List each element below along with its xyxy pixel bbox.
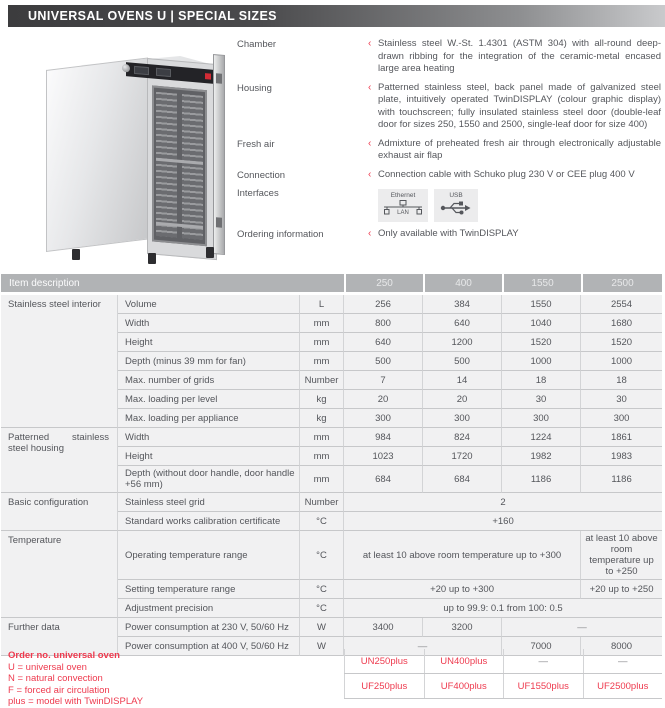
table-value-cell: 640 [423, 314, 502, 333]
spec-text: Patterned stainless steel, back panel made of galvanized steel plate, intuitively operated TwinDISPLAY (colour graphic display) with touchscreen; fully insulated stainless steel door (double-leaf door for sizes 250, 1550 and 2500, single-leaf door for size 400) [378, 81, 661, 130]
oven-front-face [147, 58, 217, 260]
spec-label: Chamber [237, 39, 277, 50]
column-header-250: 250 [344, 274, 423, 295]
oven-interior [152, 85, 207, 246]
bullet-icon: ‹ [368, 168, 372, 180]
table-unit-cell: L [299, 295, 344, 314]
table-value-cell: 1720 [423, 447, 502, 466]
table-parameter-cell: Standard works calibration certificate [118, 512, 299, 531]
table-value-cell: — [502, 618, 662, 637]
oven-open-door [213, 54, 225, 255]
order-number-cell: UF2500plus [583, 674, 663, 698]
table-value-cell: 2 [344, 493, 662, 512]
table-row [1, 493, 662, 512]
table-parameter-cell: Max. loading per level [118, 390, 299, 409]
table-value-cell: 2554 [581, 295, 662, 314]
oven-display-right [156, 68, 171, 77]
svg-text:LAN: LAN [397, 210, 409, 216]
table-value-cell: 30 [502, 390, 581, 409]
table-value-cell: 1186 [581, 466, 662, 493]
order-number-cell: — [503, 649, 583, 673]
product-photo [30, 42, 226, 264]
spec-table [1, 274, 662, 656]
table-value-cell: 684 [344, 466, 423, 493]
order-legend-line: F = forced air circulation [8, 684, 110, 696]
table-unit-cell: Number [299, 371, 344, 390]
bullet-icon: ‹ [368, 38, 372, 49]
table-row [1, 295, 662, 314]
table-value-cell: 684 [423, 466, 502, 493]
table-value-cell: +20 up to +300 [344, 580, 581, 599]
order-legend-line: N = natural convection [8, 673, 103, 684]
spec-ordering-information [237, 228, 661, 241]
table-value-cell: 18 [502, 371, 581, 390]
table-category-cell: Stainless steel interior [1, 295, 118, 428]
table-value-cell: 3200 [423, 618, 502, 637]
table-unit-cell: mm [299, 352, 344, 371]
table-value-cell: 300 [581, 409, 662, 428]
column-header-2500: 2500 [581, 274, 662, 295]
order-number-cell: UF400plus [424, 674, 504, 698]
table-unit-cell: kg [299, 390, 344, 409]
table-value-cell: 300 [423, 409, 502, 428]
table-unit-cell: mm [299, 428, 344, 447]
usb-glyph [439, 200, 473, 215]
table-parameter-cell: Volume [118, 295, 299, 314]
table-parameter-cell: Power consumption at 230 V, 50/60 Hz [118, 618, 299, 637]
spec-label: Housing [237, 82, 272, 94]
table-value-cell: 1550 [502, 295, 581, 314]
table-value-cell: 1520 [581, 333, 662, 352]
spec-list [237, 38, 661, 247]
table-parameter-cell: Operating temperature range [118, 531, 299, 580]
spec-label: Fresh air [237, 138, 275, 150]
table-parameter-cell: Max. number of grids [118, 371, 299, 390]
bullet-icon: ‹ [368, 228, 372, 239]
table-value-cell: 1520 [502, 333, 581, 352]
oven-foot [206, 247, 214, 258]
column-header-1550: 1550 [502, 274, 581, 295]
bullet-icon: ‹ [368, 137, 372, 149]
oven-interior-ribs-left [156, 92, 177, 238]
table-category-cell: Further data [1, 618, 118, 656]
table-category-cell: Temperature [1, 531, 118, 618]
oven-knob [122, 64, 130, 73]
spec-connection [237, 169, 661, 182]
table-value-cell: 1000 [502, 352, 581, 371]
spec-text: Stainless steel W.-St. 1.4301 (ASTM 304) with all-round deep-drawn ribbing for the integration of the ceramic-metal encased large area heating [378, 38, 661, 74]
table-unit-cell: Number [299, 493, 344, 512]
table-value-cell: 1040 [502, 314, 581, 333]
table-parameter-cell: Depth (without door handle, door handle +56 mm) [118, 466, 299, 493]
table-unit-cell: W [299, 618, 344, 637]
table-category-cell: Basic configuration [1, 493, 118, 531]
table-value-cell: at least 10 above room temperature up to +250 [581, 531, 662, 580]
table-value-cell: 800 [344, 314, 423, 333]
spec-table-body [1, 295, 662, 656]
table-value-cell: 300 [502, 409, 581, 428]
order-section [1, 649, 662, 707]
order-number-cell: UF250plus [344, 674, 424, 698]
table-value-cell: 7000 [502, 637, 581, 656]
table-value-cell: — [344, 637, 502, 656]
table-value-cell: 1023 [344, 447, 423, 466]
table-parameter-cell: Height [118, 447, 299, 466]
table-value-cell: 256 [344, 295, 423, 314]
usb-icon: USB [434, 189, 478, 222]
table-parameter-cell: Depth (minus 39 mm for fan) [118, 352, 299, 371]
table-parameter-cell: Adjustment precision [118, 599, 299, 618]
table-value-cell: 3400 [344, 618, 423, 637]
table-unit-cell: °C [299, 512, 344, 531]
spec-chamber [237, 38, 661, 76]
oven-interior-ribs-right [182, 94, 203, 240]
page-title: UNIVERSAL OVENS U | SPECIAL SIZES [8, 5, 665, 27]
table-unit-cell: mm [299, 447, 344, 466]
order-legend [1, 649, 344, 707]
table-parameter-cell: Height [118, 333, 299, 352]
table-value-cell: at least 10 above room temperature up to +300 [344, 531, 581, 580]
spec-text: Admixture of preheated fresh air through electronically adjustable exhaust air flap [378, 137, 661, 161]
table-parameter-cell: Stainless steel grid [118, 493, 299, 512]
oven-foot [72, 249, 80, 260]
order-row-0 [344, 649, 662, 674]
table-parameter-cell: Setting temperature range [118, 580, 299, 599]
table-parameter-cell: Max. loading per appliance [118, 409, 299, 428]
table-value-cell: +160 [344, 512, 662, 531]
table-value-cell: 1200 [423, 333, 502, 352]
bullet-icon: ‹ [368, 81, 372, 93]
table-value-cell: 30 [581, 390, 662, 409]
table-unit-cell: °C [299, 531, 344, 580]
table-parameter-cell: Power consumption at 400 V, 50/60 Hz [118, 637, 299, 656]
spec-text: Connection cable with Schuko plug 230 V or CEE plug 400 V [378, 168, 635, 180]
column-header-400: 400 [423, 274, 502, 295]
spec-label: Interfaces [237, 188, 279, 199]
table-value-cell: 1983 [581, 447, 662, 466]
spec-label: Connection [237, 169, 286, 181]
table-value-cell: 384 [423, 295, 502, 314]
table-value-cell: up to 99.9: 0.1 from 100: 0.5 [344, 599, 662, 618]
table-value-cell: 1861 [581, 428, 662, 447]
table-unit-cell: mm [299, 466, 344, 493]
order-number-cell: UN250plus [344, 649, 424, 673]
table-value-cell: 824 [423, 428, 502, 447]
table-value-cell: 14 [423, 371, 502, 390]
table-value-cell: +20 up to +250 [581, 580, 662, 599]
table-header-row [1, 274, 662, 295]
table-parameter-cell: Width [118, 428, 299, 447]
order-number-cell: UF1550plus [503, 674, 583, 698]
order-number-cell: UN400plus [424, 649, 504, 673]
door-hinge [216, 217, 222, 228]
table-row [1, 428, 662, 447]
brand-logo [205, 73, 211, 80]
oven-display-left [134, 66, 149, 75]
table-unit-cell: mm [299, 314, 344, 333]
door-hinge [216, 73, 222, 84]
table-row [1, 531, 662, 580]
table-value-cell: 8000 [581, 637, 662, 656]
table-unit-cell: mm [299, 333, 344, 352]
order-legend-line: plus = model with TwinDISPLAY [8, 696, 144, 707]
table-value-cell: 1186 [502, 466, 581, 493]
bullet-spacer [368, 187, 378, 222]
table-parameter-cell: Width [118, 314, 299, 333]
spec-text: Only available with TwinDISPLAY [378, 228, 519, 239]
table-value-cell: 984 [344, 428, 423, 447]
table-category-cell: Patterned stainless steel housing [1, 428, 118, 493]
table-unit-cell: °C [299, 580, 344, 599]
table-value-cell: 20 [344, 390, 423, 409]
table-value-cell: 18 [581, 371, 662, 390]
table-value-cell: 1680 [581, 314, 662, 333]
ethernet-glyph [383, 200, 423, 215]
table-value-cell: 640 [344, 333, 423, 352]
table-value-cell: 1000 [581, 352, 662, 371]
table-value-cell: 300 [344, 409, 423, 428]
spec-label: Ordering information [237, 229, 324, 240]
table-value-cell: 1982 [502, 447, 581, 466]
spec-housing [237, 82, 661, 132]
oven-side-panel [46, 57, 148, 252]
table-unit-cell: kg [299, 409, 344, 428]
table-value-cell: 20 [423, 390, 502, 409]
table-row [1, 618, 662, 637]
order-row-1 [344, 674, 662, 699]
ethernet-icon: Ethernet LAN [378, 189, 428, 222]
order-legend-line: U = universal oven [8, 661, 87, 673]
table-unit-cell: W [299, 637, 344, 656]
order-title: Order no. universal oven [8, 650, 120, 661]
spec-interfaces [237, 187, 661, 222]
table-value-cell: 500 [423, 352, 502, 371]
table-value-cell: 7 [344, 371, 423, 390]
oven-foot [148, 253, 156, 264]
spec-fresh-air [237, 138, 661, 163]
item-description-header: Item description [1, 274, 344, 295]
table-value-cell: 1224 [502, 428, 581, 447]
table-unit-cell: °C [299, 599, 344, 618]
order-number-cell: — [583, 649, 663, 673]
table-value-cell: 500 [344, 352, 423, 371]
